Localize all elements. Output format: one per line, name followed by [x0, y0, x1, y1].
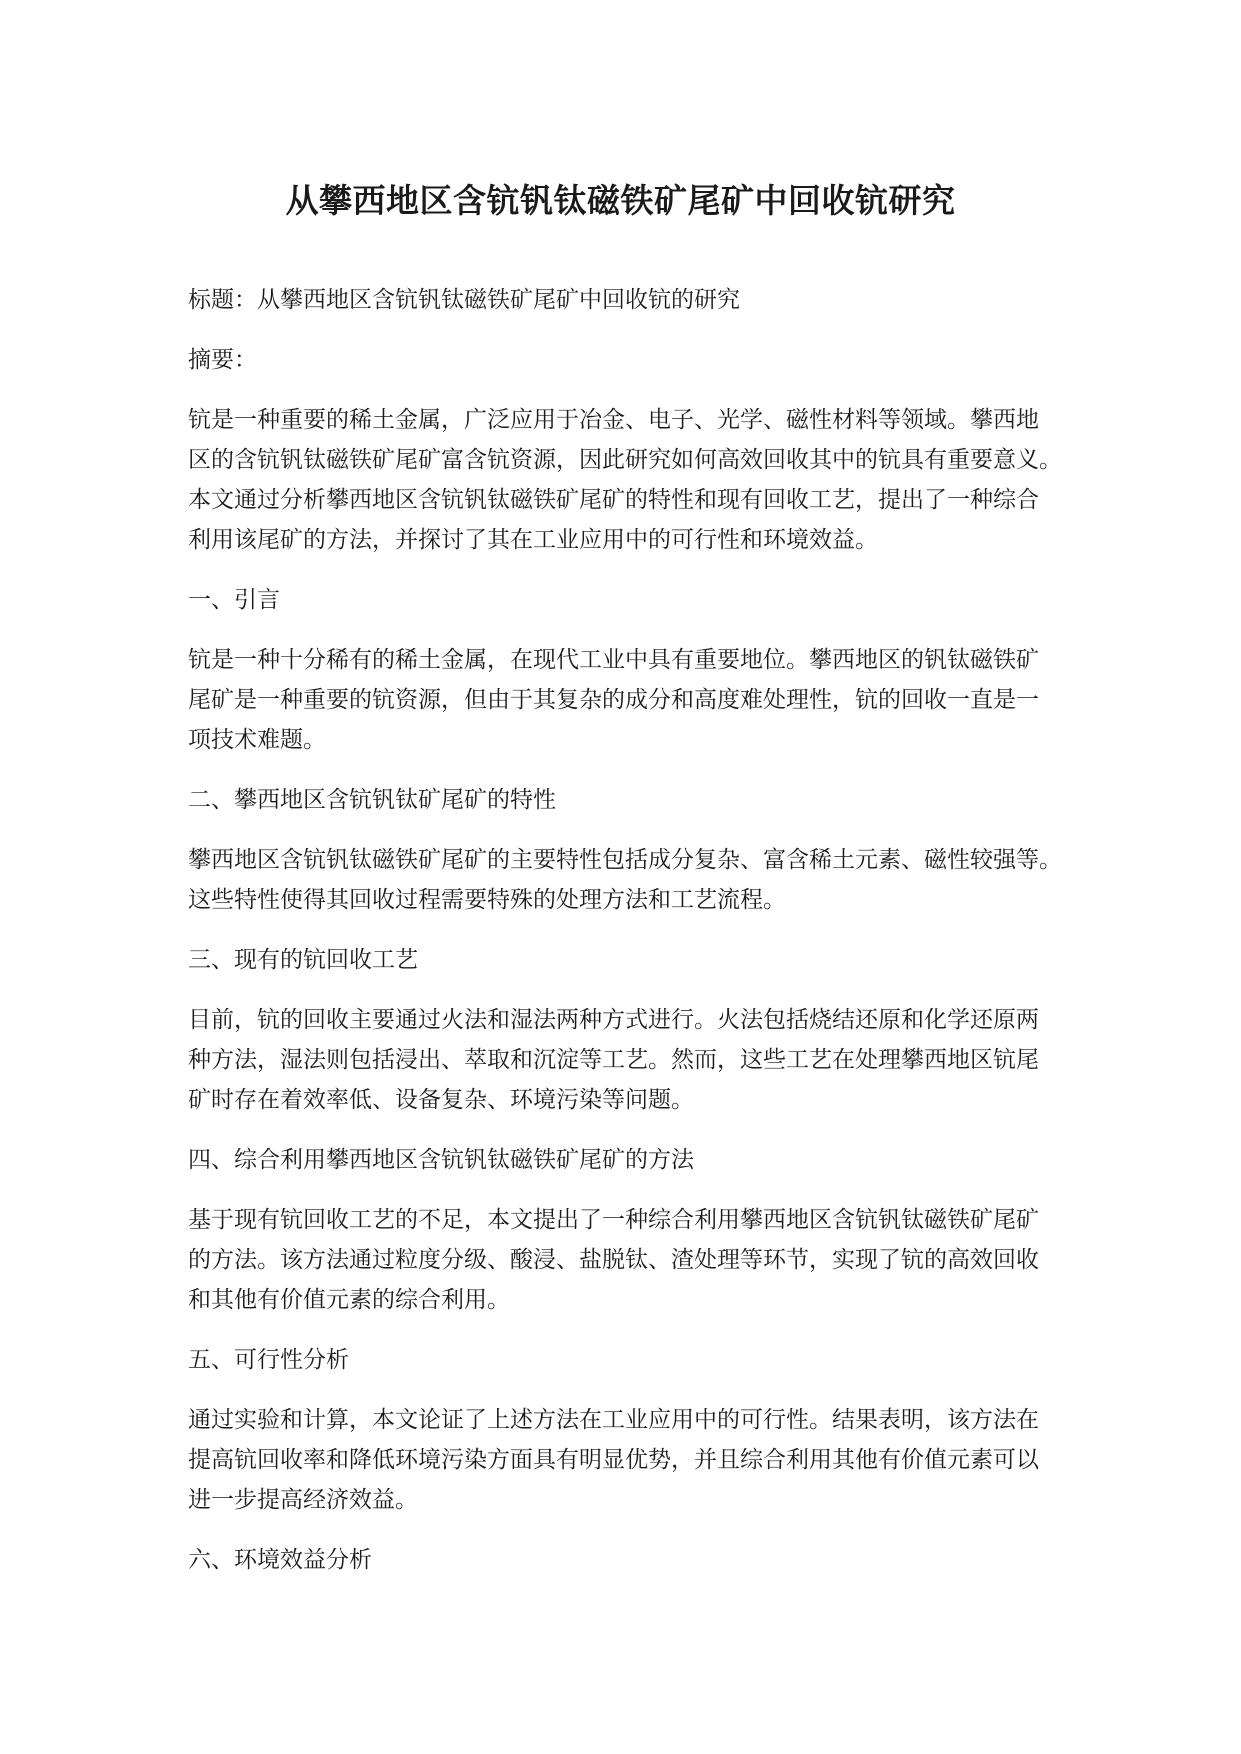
- text-line: 目前，钪的回收主要通过火法和湿法两种方式进行。火法包括烧结还原和化学还原两: [188, 1007, 1039, 1033]
- text-line: 五、可行性分析: [188, 1347, 349, 1373]
- text-line: 通过实验和计算，本文论证了上述方法在工业应用中的可行性。结果表明，该方法在: [188, 1407, 1039, 1433]
- section-heading: [188, 1340, 1073, 1380]
- section-paragraph: [188, 640, 1073, 760]
- section-paragraph: [188, 840, 1073, 920]
- document-body: [188, 280, 1073, 1580]
- text-line: 三、现有的钪回收工艺: [188, 947, 418, 973]
- section-heading: [188, 1140, 1073, 1180]
- text-line: 提高钪回收率和降低环境污染方面具有明显优势，并且综合利用其他有价值元素可以: [188, 1447, 1039, 1473]
- text-line: 尾矿是一种重要的钪资源，但由于其复杂的成分和高度难处理性，钪的回收一直是一: [188, 687, 1039, 713]
- text-line: 种方法，湿法则包括浸出、萃取和沉淀等工艺。然而，这些工艺在处理攀西地区钪尾: [188, 1047, 1039, 1073]
- text-line: 矿时存在着效率低、设备复杂、环境污染等问题。: [188, 1087, 694, 1113]
- text-line: 钪是一种重要的稀土金属，广泛应用于冶金、电子、光学、磁性材料等领域。攀西地: [188, 407, 1039, 433]
- text-line: 进一步提高经济效益。: [188, 1487, 418, 1513]
- document-title: 从攀西地区含钪钒钛磁铁矿尾矿中回收钪研究: [285, 181, 956, 220]
- text-line: 利用该尾矿的方法，并探讨了其在工业应用中的可行性和环境效益。: [188, 527, 878, 553]
- section-heading: [188, 580, 1073, 620]
- title-label-paragraph: [188, 280, 1073, 320]
- text-line: 这些特性使得其回收过程需要特殊的处理方法和工艺流程。: [188, 887, 786, 913]
- text-line: 六、环境效益分析: [188, 1547, 372, 1573]
- text-line: 标题：从攀西地区含钪钒钛磁铁矿尾矿中回收钪的研究: [188, 287, 740, 313]
- section-paragraph: [188, 1400, 1073, 1520]
- text-line: 区的含钪钒钛磁铁矿尾矿富含钪资源，因此研究如何高效回收其中的钪具有重要意义。: [188, 447, 1062, 473]
- text-line: 攀西地区含钪钒钛磁铁矿尾矿的主要特性包括成分复杂、富含稀土元素、磁性较强等。: [188, 847, 1062, 873]
- text-line: 四、综合利用攀西地区含钪钒钛磁铁矿尾矿的方法: [188, 1147, 694, 1173]
- text-line: 项技术难题。: [188, 727, 326, 753]
- text-line: 二、攀西地区含钪钒钛矿尾矿的特性: [188, 787, 556, 813]
- text-line: 钪是一种十分稀有的稀土金属，在现代工业中具有重要地位。攀西地区的钒钛磁铁矿: [188, 647, 1039, 673]
- section-paragraph: [188, 1200, 1073, 1320]
- section-paragraph: [188, 1000, 1073, 1120]
- text-line: 一、引言: [188, 587, 280, 613]
- abstract-label-paragraph: [188, 340, 1073, 380]
- text-line: 基于现有钪回收工艺的不足，本文提出了一种综合利用攀西地区含钪钒钛磁铁矿尾矿: [188, 1207, 1039, 1233]
- text-line: 和其他有价值元素的综合利用。: [188, 1287, 510, 1313]
- text-line: 的方法。该方法通过粒度分级、酸浸、盐脱钛、渣处理等环节，实现了钪的高效回收: [188, 1247, 1039, 1273]
- text-line: 本文通过分析攀西地区含钪钒钛磁铁矿尾矿的特性和现有回收工艺，提出了一种综合: [188, 487, 1039, 513]
- section-heading: [188, 780, 1073, 820]
- text-line: 摘要：: [188, 347, 257, 373]
- abstract-paragraph: [188, 400, 1073, 560]
- section-heading: [188, 1540, 1073, 1580]
- section-heading: [188, 940, 1073, 980]
